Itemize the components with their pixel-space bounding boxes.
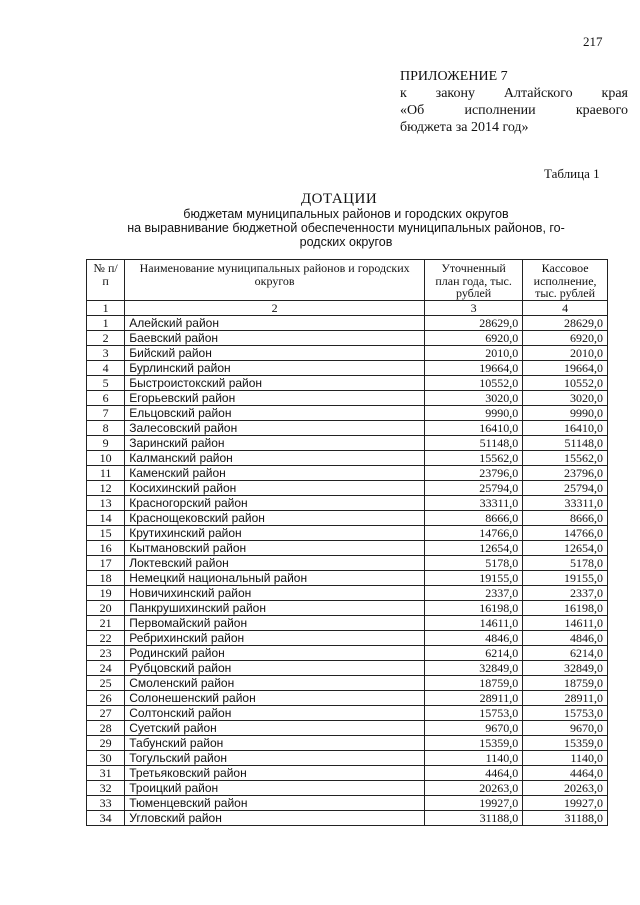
- subtitle-line-3: родских округов: [299, 235, 393, 249]
- row-district-name: Каменский район: [125, 466, 425, 481]
- appendix-word: «Об: [400, 103, 425, 118]
- row-district-name: Баевский район: [125, 331, 425, 346]
- row-plan-value: 16198,0: [425, 601, 523, 616]
- row-district-name: Новичихинский район: [125, 586, 425, 601]
- row-number: 24: [87, 661, 125, 676]
- row-execution-value: 28629,0: [523, 316, 608, 331]
- row-execution-value: 6920,0: [523, 331, 608, 346]
- table-row: [87, 766, 608, 781]
- row-plan-value: 28911,0: [425, 691, 523, 706]
- column-number: 4: [523, 301, 608, 316]
- row-execution-value: 19664,0: [523, 361, 608, 376]
- page-number: 217: [583, 34, 603, 49]
- row-execution-value: 14766,0: [523, 526, 608, 541]
- table-row: [87, 451, 608, 466]
- row-number: 4: [87, 361, 125, 376]
- row-plan-value: 2010,0: [425, 346, 523, 361]
- row-plan-value: 6920,0: [425, 331, 523, 346]
- row-plan-value: 9670,0: [425, 721, 523, 736]
- header-execution: Кассовое исполнение, тыс. рублей: [523, 260, 608, 301]
- row-district-name: Красногорский район: [125, 496, 425, 511]
- table-row: [87, 736, 608, 751]
- row-execution-value: 6214,0: [523, 646, 608, 661]
- row-district-name: Третьяковский район: [125, 766, 425, 781]
- row-plan-value: 4846,0: [425, 631, 523, 646]
- appendix-title: ПРИЛОЖЕНИЕ 7: [400, 69, 508, 84]
- row-district-name: Табунский район: [125, 736, 425, 751]
- appendix-word: закону: [435, 86, 475, 101]
- appendix-line-3: бюджета за 2014 год»: [400, 120, 529, 135]
- table-row: [87, 706, 608, 721]
- appendix-block: [400, 68, 628, 136]
- row-district-name: Суетский район: [125, 721, 425, 736]
- row-execution-value: 16410,0: [523, 421, 608, 436]
- row-execution-value: 12654,0: [523, 541, 608, 556]
- table-row: [87, 526, 608, 541]
- row-number: 16: [87, 541, 125, 556]
- row-execution-value: 4846,0: [523, 631, 608, 646]
- table-row: [87, 571, 608, 586]
- header-number: № п/п: [87, 260, 125, 301]
- row-number: 5: [87, 376, 125, 391]
- row-execution-value: 2010,0: [523, 346, 608, 361]
- appendix-word: края: [601, 86, 628, 101]
- row-execution-value: 51148,0: [523, 436, 608, 451]
- row-plan-value: 16410,0: [425, 421, 523, 436]
- row-number: 21: [87, 616, 125, 631]
- row-execution-value: 3020,0: [523, 391, 608, 406]
- row-execution-value: 9990,0: [523, 406, 608, 421]
- row-district-name: Заринский район: [125, 436, 425, 451]
- row-number: 10: [87, 451, 125, 466]
- row-district-name: Первомайский район: [125, 616, 425, 631]
- row-district-name: Краснощековский район: [125, 511, 425, 526]
- subtitle-line-1: бюджетам муниципальных районов и городских округов: [183, 207, 509, 221]
- row-district-name: Егорьевский район: [125, 391, 425, 406]
- row-district-name: Тогульский район: [125, 751, 425, 766]
- row-number: 31: [87, 766, 125, 781]
- row-number: 6: [87, 391, 125, 406]
- table-row: [87, 511, 608, 526]
- row-plan-value: 1140,0: [425, 751, 523, 766]
- row-number: 17: [87, 556, 125, 571]
- row-execution-value: 4464,0: [523, 766, 608, 781]
- row-execution-value: 33311,0: [523, 496, 608, 511]
- row-plan-value: 15753,0: [425, 706, 523, 721]
- row-plan-value: 18759,0: [425, 676, 523, 691]
- row-number: 34: [87, 811, 125, 826]
- row-plan-value: 51148,0: [425, 436, 523, 451]
- column-number: 1: [87, 301, 125, 316]
- row-plan-value: 12654,0: [425, 541, 523, 556]
- column-number: 3: [425, 301, 523, 316]
- row-plan-value: 32849,0: [425, 661, 523, 676]
- row-district-name: Крутихинский район: [125, 526, 425, 541]
- row-plan-value: 28629,0: [425, 316, 523, 331]
- table-row: [87, 631, 608, 646]
- table-row: [87, 541, 608, 556]
- row-district-name: Ельцовский район: [125, 406, 425, 421]
- row-plan-value: 31188,0: [425, 811, 523, 826]
- row-number: 19: [87, 586, 125, 601]
- row-district-name: Смоленский район: [125, 676, 425, 691]
- table-row: [87, 496, 608, 511]
- appendix-line-2: [400, 102, 628, 119]
- table-row: [87, 781, 608, 796]
- table-row: [87, 556, 608, 571]
- row-number: 12: [87, 481, 125, 496]
- row-number: 7: [87, 406, 125, 421]
- row-execution-value: 10552,0: [523, 376, 608, 391]
- row-district-name: Калманский район: [125, 451, 425, 466]
- row-execution-value: 2337,0: [523, 586, 608, 601]
- row-plan-value: 25794,0: [425, 481, 523, 496]
- row-plan-value: 6214,0: [425, 646, 523, 661]
- row-district-name: Ребрихинский район: [125, 631, 425, 646]
- document-subtitle: [84, 207, 608, 249]
- row-execution-value: 15753,0: [523, 706, 608, 721]
- row-plan-value: 5178,0: [425, 556, 523, 571]
- row-execution-value: 23796,0: [523, 466, 608, 481]
- appendix-line-1: [400, 85, 628, 102]
- table-row: [87, 361, 608, 376]
- row-plan-value: 14611,0: [425, 616, 523, 631]
- row-number: 22: [87, 631, 125, 646]
- row-number: 2: [87, 331, 125, 346]
- column-number-row: [87, 301, 608, 316]
- row-number: 20: [87, 601, 125, 616]
- row-district-name: Рубцовский район: [125, 661, 425, 676]
- row-number: 8: [87, 421, 125, 436]
- row-execution-value: 32849,0: [523, 661, 608, 676]
- column-number: 2: [125, 301, 425, 316]
- row-execution-value: 15562,0: [523, 451, 608, 466]
- row-number: 26: [87, 691, 125, 706]
- row-plan-value: 4464,0: [425, 766, 523, 781]
- row-plan-value: 20263,0: [425, 781, 523, 796]
- row-plan-value: 3020,0: [425, 391, 523, 406]
- table-row: [87, 601, 608, 616]
- document-title: ДОТАЦИИ: [300, 191, 378, 207]
- row-number: 30: [87, 751, 125, 766]
- row-district-name: Косихинский район: [125, 481, 425, 496]
- row-execution-value: 5178,0: [523, 556, 608, 571]
- appendix-word: к: [400, 86, 407, 101]
- row-number: 3: [87, 346, 125, 361]
- table-row: [87, 586, 608, 601]
- subsidies-table: [86, 259, 608, 826]
- row-district-name: Панкрушихинский район: [125, 601, 425, 616]
- table-row: [87, 331, 608, 346]
- row-execution-value: 18759,0: [523, 676, 608, 691]
- table-row: [87, 346, 608, 361]
- row-number: 29: [87, 736, 125, 751]
- appendix-word: исполнении: [464, 103, 536, 118]
- row-plan-value: 10552,0: [425, 376, 523, 391]
- row-district-name: Бурлинский район: [125, 361, 425, 376]
- table-row: [87, 691, 608, 706]
- row-district-name: Троицкий район: [125, 781, 425, 796]
- row-number: 33: [87, 796, 125, 811]
- table-row: [87, 376, 608, 391]
- row-execution-value: 1140,0: [523, 751, 608, 766]
- row-plan-value: 19664,0: [425, 361, 523, 376]
- table-row: [87, 466, 608, 481]
- row-execution-value: 28911,0: [523, 691, 608, 706]
- appendix-word: Алтайского: [503, 86, 573, 101]
- header-name: Наименование муниципальных районов и городских округов: [125, 260, 425, 301]
- table-row: [87, 421, 608, 436]
- row-plan-value: 2337,0: [425, 586, 523, 601]
- row-plan-value: 15562,0: [425, 451, 523, 466]
- row-number: 13: [87, 496, 125, 511]
- table-row: [87, 796, 608, 811]
- row-execution-value: 19155,0: [523, 571, 608, 586]
- row-execution-value: 19927,0: [523, 796, 608, 811]
- table-label: Таблица 1: [544, 166, 600, 181]
- row-execution-value: 15359,0: [523, 736, 608, 751]
- row-number: 28: [87, 721, 125, 736]
- row-number: 14: [87, 511, 125, 526]
- row-district-name: Угловский район: [125, 811, 425, 826]
- row-plan-value: 19927,0: [425, 796, 523, 811]
- row-plan-value: 15359,0: [425, 736, 523, 751]
- row-plan-value: 33311,0: [425, 496, 523, 511]
- row-execution-value: 20263,0: [523, 781, 608, 796]
- row-execution-value: 9670,0: [523, 721, 608, 736]
- table-row: [87, 436, 608, 451]
- appendix-word: краевого: [575, 103, 628, 118]
- row-district-name: Тюменцевский район: [125, 796, 425, 811]
- table-row: [87, 751, 608, 766]
- row-district-name: Солтонский район: [125, 706, 425, 721]
- row-number: 32: [87, 781, 125, 796]
- row-district-name: Кытмановский район: [125, 541, 425, 556]
- row-district-name: Быстроистокский район: [125, 376, 425, 391]
- row-number: 11: [87, 466, 125, 481]
- table-row: [87, 646, 608, 661]
- row-district-name: Родинский район: [125, 646, 425, 661]
- row-plan-value: 23796,0: [425, 466, 523, 481]
- table-header-row: [87, 260, 608, 301]
- row-plan-value: 14766,0: [425, 526, 523, 541]
- row-execution-value: 14611,0: [523, 616, 608, 631]
- table-row: [87, 676, 608, 691]
- row-execution-value: 25794,0: [523, 481, 608, 496]
- row-execution-value: 31188,0: [523, 811, 608, 826]
- row-district-name: Локтевский район: [125, 556, 425, 571]
- table-row: [87, 721, 608, 736]
- table-row: [87, 616, 608, 631]
- row-number: 25: [87, 676, 125, 691]
- row-execution-value: 16198,0: [523, 601, 608, 616]
- table-row: [87, 811, 608, 826]
- row-number: 23: [87, 646, 125, 661]
- row-district-name: Солонешенский район: [125, 691, 425, 706]
- row-plan-value: 9990,0: [425, 406, 523, 421]
- row-district-name: Алейский район: [125, 316, 425, 331]
- row-district-name: Немецкий национальный район: [125, 571, 425, 586]
- table-row: [87, 481, 608, 496]
- row-number: 9: [87, 436, 125, 451]
- table-row: [87, 391, 608, 406]
- row-district-name: Залесовский район: [125, 421, 425, 436]
- row-number: 27: [87, 706, 125, 721]
- table-row: [87, 661, 608, 676]
- row-district-name: Бийский район: [125, 346, 425, 361]
- row-plan-value: 19155,0: [425, 571, 523, 586]
- row-plan-value: 8666,0: [425, 511, 523, 526]
- row-number: 18: [87, 571, 125, 586]
- row-number: 1: [87, 316, 125, 331]
- row-number: 15: [87, 526, 125, 541]
- header-plan: Уточненный план года, тыс. рублей: [425, 260, 523, 301]
- table-row: [87, 406, 608, 421]
- row-execution-value: 8666,0: [523, 511, 608, 526]
- subtitle-line-2: на выравнивание бюджетной обеспеченности муниципальных районов, го-: [127, 221, 565, 235]
- table-row: [87, 316, 608, 331]
